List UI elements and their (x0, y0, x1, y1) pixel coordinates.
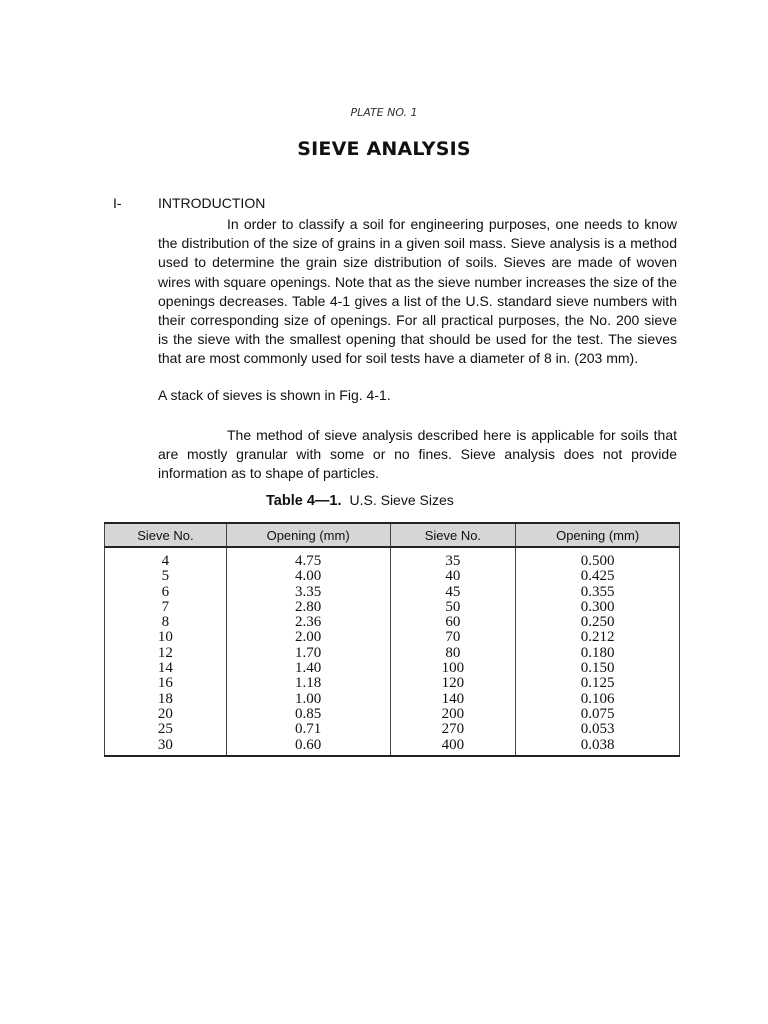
cell-sieve-no: 140 (390, 692, 516, 707)
cell-opening: 0.053 (516, 722, 680, 737)
cell-opening: 4.75 (226, 547, 390, 569)
cell-opening: 0.60 (226, 738, 390, 756)
cell-sieve-no: 18 (105, 692, 227, 707)
section-number: I- (113, 195, 122, 211)
intro-paragraph: In order to classify a soil for engineering purposes, one needs to know the distribution of the size of grains in a given soil mass. Sieve analysis is a method used to determine the grain size distribution of soils. Sieves are made of woven wires with square openings. Note that as the sieve number increases the size of the openings decreases. Table 4-1 gives a list of the U.S. standard sieve numbers with their corresponding size of openings. For all practical purposes, the No. 200 sieve is the sieve with the smallest opening that should be used for the test. The sieves that are most commonly used for soil tests have a diameter of 8 in. (203 mm). (158, 216, 677, 367)
cell-opening: 0.106 (516, 692, 680, 707)
table-row (105, 630, 680, 645)
cell-opening: 0.075 (516, 707, 680, 722)
cell-opening: 1.40 (226, 661, 390, 676)
cell-opening: 0.500 (516, 547, 680, 569)
cell-sieve-no: 100 (390, 661, 516, 676)
cell-opening: 0.355 (516, 585, 680, 600)
cell-sieve-no: 14 (105, 661, 227, 676)
cell-opening: 0.180 (516, 646, 680, 661)
cell-sieve-no: 20 (105, 707, 227, 722)
cell-opening: 1.18 (226, 676, 390, 691)
section-title: INTRODUCTION (158, 195, 266, 211)
cell-sieve-no: 80 (390, 646, 516, 661)
column-header-opening: Opening (mm) (516, 523, 680, 547)
table-row (105, 676, 680, 691)
cell-opening: 2.00 (226, 630, 390, 645)
cell-opening: 0.71 (226, 722, 390, 737)
cell-opening: 1.70 (226, 646, 390, 661)
table-row (105, 707, 680, 722)
cell-opening: 0.150 (516, 661, 680, 676)
column-header-sieve-no: Sieve No. (105, 523, 227, 547)
table-row (105, 646, 680, 661)
table-row (105, 547, 680, 569)
cell-opening: 2.80 (226, 600, 390, 615)
plate-number: PLATE NO. 1 (350, 106, 418, 119)
table-row (105, 615, 680, 630)
cell-sieve-no: 400 (390, 738, 516, 756)
table-header-row (105, 523, 680, 547)
table-row (105, 585, 680, 600)
cell-opening: 0.250 (516, 615, 680, 630)
table-row (105, 569, 680, 584)
cell-sieve-no: 70 (390, 630, 516, 645)
cell-opening: 0.038 (516, 738, 680, 756)
cell-sieve-no: 8 (105, 615, 227, 630)
cell-opening: 0.85 (226, 707, 390, 722)
cell-opening: 2.36 (226, 615, 390, 630)
figure-reference-paragraph: A stack of sieves is shown in Fig. 4-1. (158, 387, 391, 403)
cell-opening: 4.00 (226, 569, 390, 584)
cell-sieve-no: 30 (105, 738, 227, 756)
cell-sieve-no: 35 (390, 547, 516, 569)
table-row (105, 692, 680, 707)
column-header-opening: Opening (mm) (226, 523, 390, 547)
cell-opening: 0.425 (516, 569, 680, 584)
table-body (105, 547, 680, 756)
table-row (105, 722, 680, 737)
table-caption-label: Table 4—1. (266, 493, 342, 509)
cell-opening: 0.125 (516, 676, 680, 691)
cell-sieve-no: 12 (105, 646, 227, 661)
cell-opening: 3.35 (226, 585, 390, 600)
cell-opening: 1.00 (226, 692, 390, 707)
cell-sieve-no: 270 (390, 722, 516, 737)
cell-sieve-no: 60 (390, 615, 516, 630)
table-caption-text: U.S. Sieve Sizes (349, 492, 454, 508)
cell-opening: 0.212 (516, 630, 680, 645)
cell-sieve-no: 4 (105, 547, 227, 569)
cell-sieve-no: 7 (105, 600, 227, 615)
cell-sieve-no: 120 (390, 676, 516, 691)
sieve-sizes-table (104, 522, 680, 757)
cell-sieve-no: 25 (105, 722, 227, 737)
table-row (105, 600, 680, 615)
table-row (105, 738, 680, 756)
table-caption (266, 492, 454, 509)
cell-sieve-no: 16 (105, 676, 227, 691)
page-title: SIEVE ANALYSIS (297, 138, 471, 160)
table-row (105, 661, 680, 676)
column-header-sieve-no: Sieve No. (390, 523, 516, 547)
cell-sieve-no: 5 (105, 569, 227, 584)
cell-sieve-no: 40 (390, 569, 516, 584)
cell-sieve-no: 6 (105, 585, 227, 600)
cell-sieve-no: 200 (390, 707, 516, 722)
method-paragraph: The method of sieve analysis described here is applicable for soils that are mostly granular with some or no fines. Sieve analysis does not provide information as to shape of particles. (158, 427, 677, 482)
cell-sieve-no: 45 (390, 585, 516, 600)
cell-sieve-no: 10 (105, 630, 227, 645)
cell-opening: 0.300 (516, 600, 680, 615)
cell-sieve-no: 50 (390, 600, 516, 615)
